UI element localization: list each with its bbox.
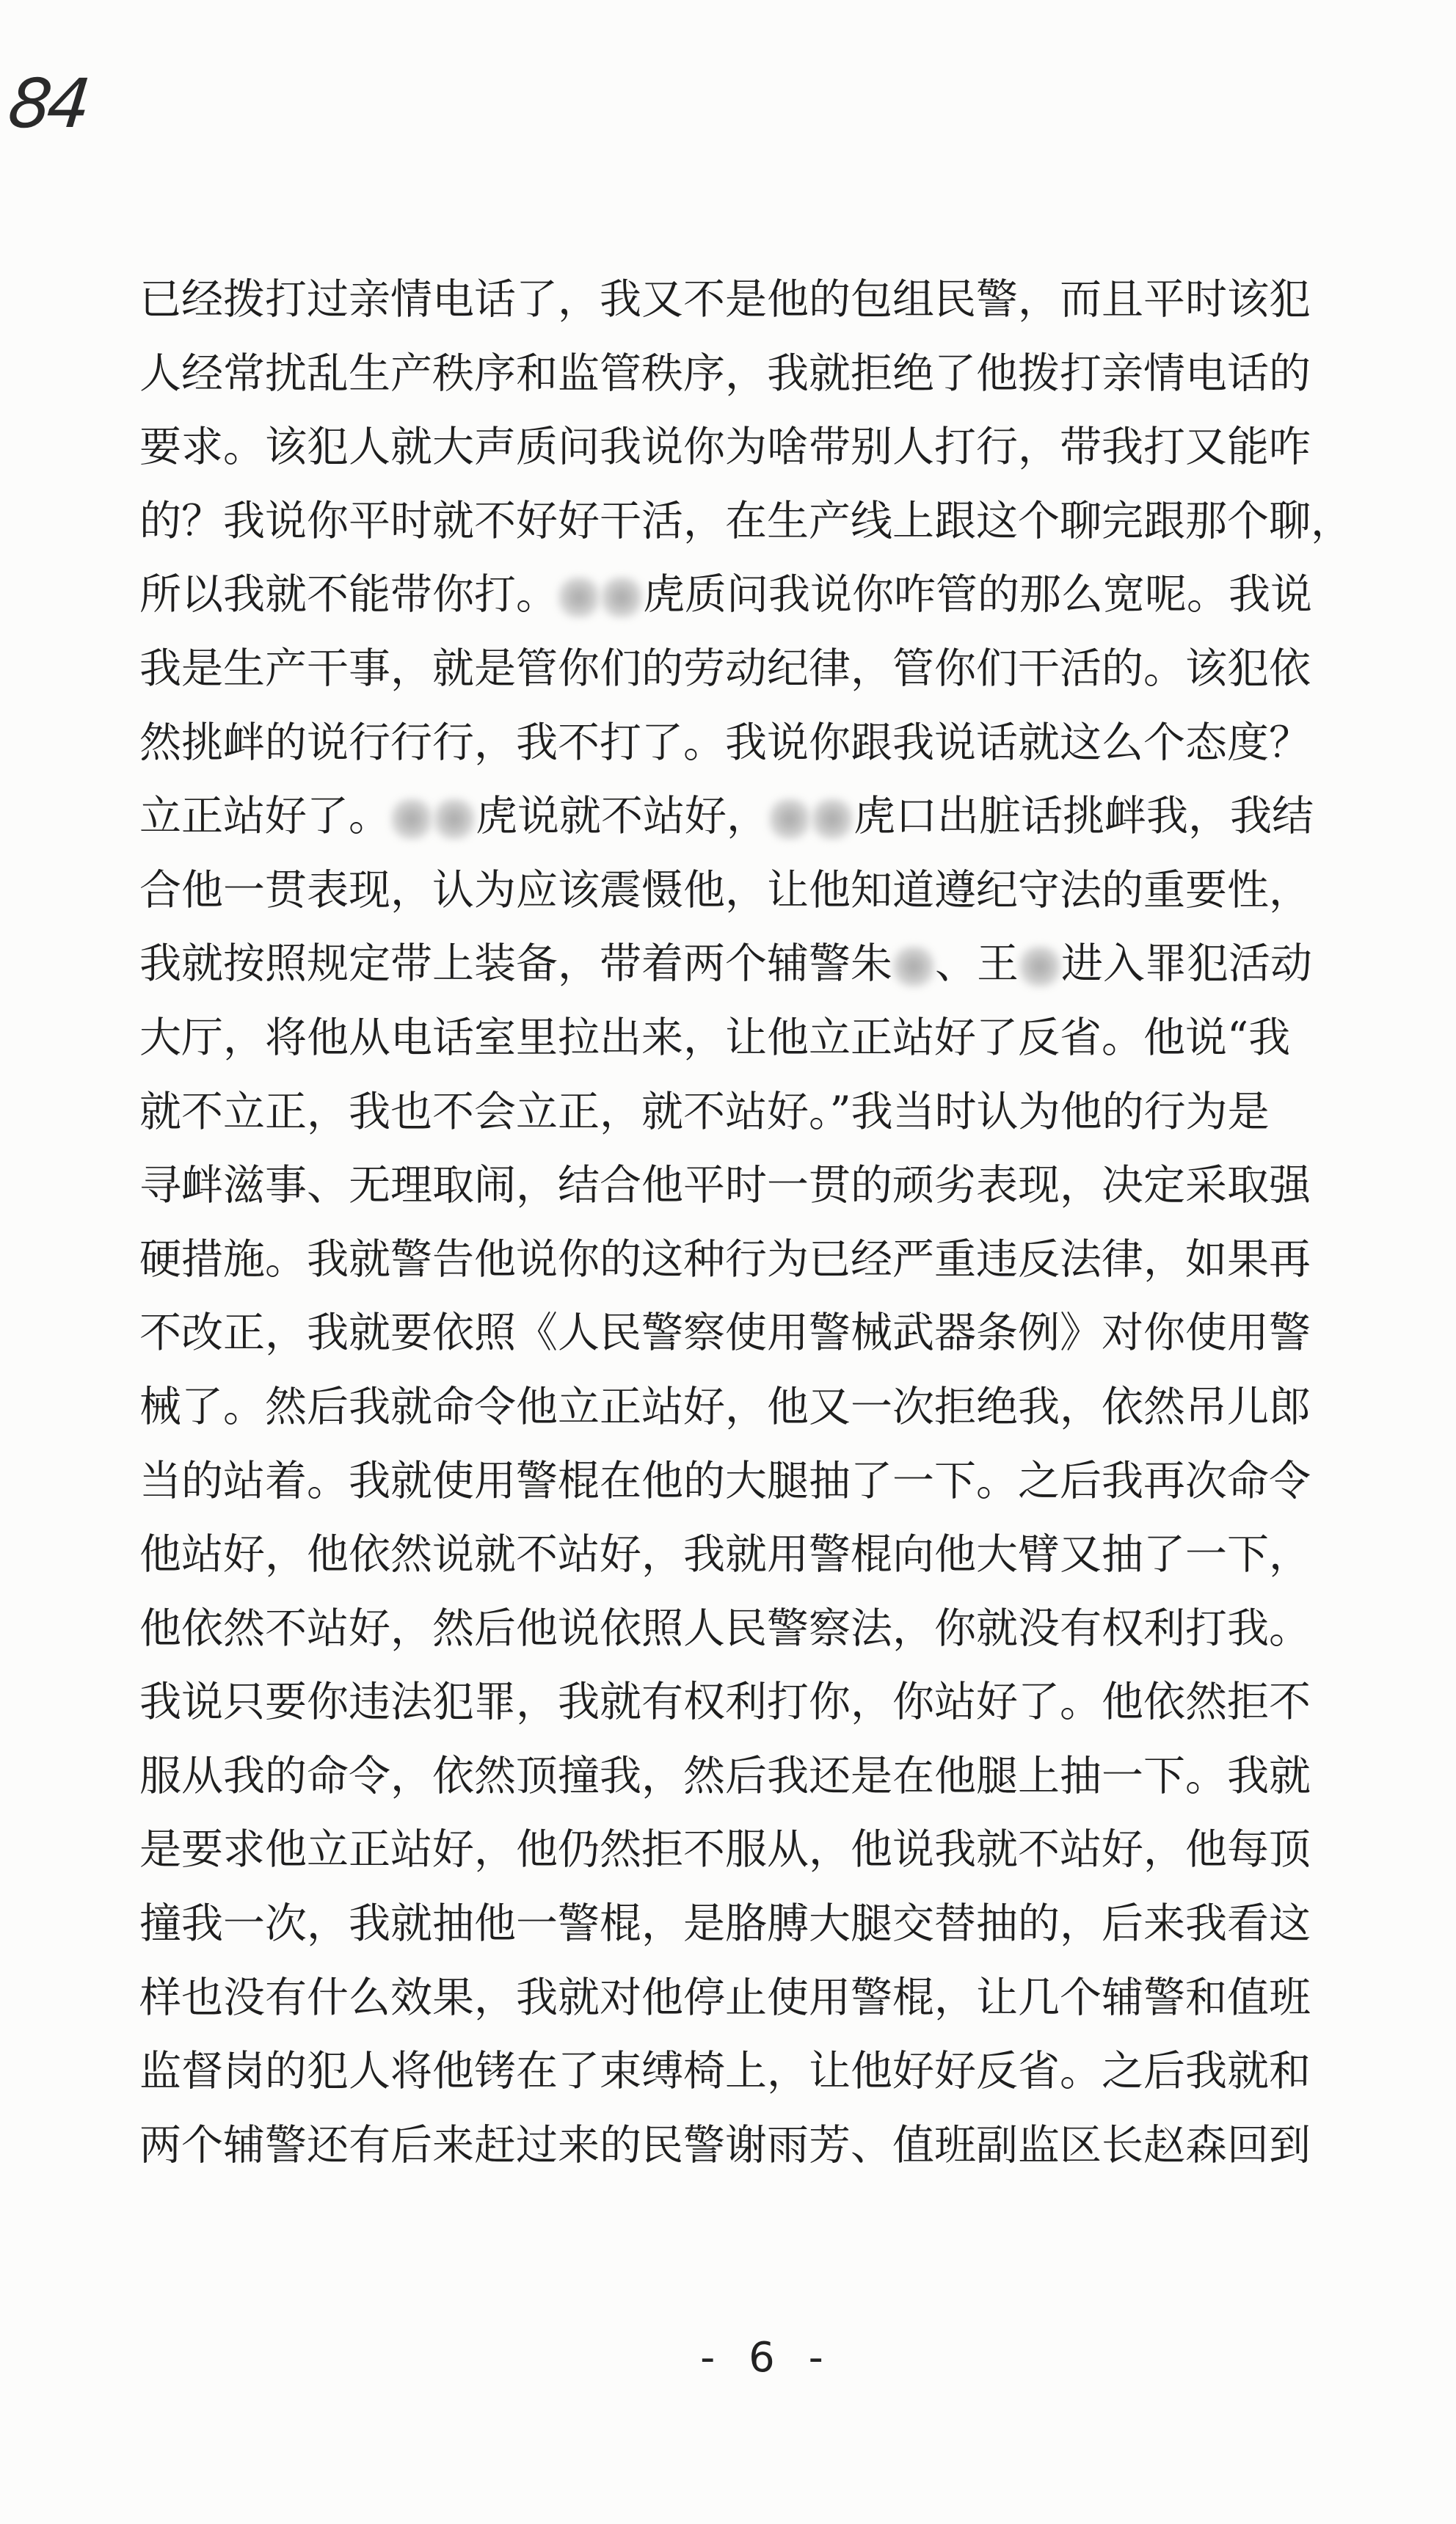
- text-line: [139, 1518, 1399, 1592]
- text-line: [139, 632, 1399, 706]
- text-line: [139, 1813, 1399, 1887]
- text-line: [139, 1223, 1399, 1297]
- text-segment: 人经常扰乱生产秩序和监管秩序，我就拒绝了他拨打亲情电话的: [139, 349, 1311, 398]
- text-line: [139, 1149, 1399, 1223]
- text-segment: 服从我的命令，依然顶撞我，然后我还是在他腿上抽一下。我就: [139, 1751, 1311, 1800]
- text-segment: 进入罪犯活动: [1061, 939, 1312, 989]
- text-line: [139, 1887, 1399, 1961]
- page-number: - 6 -: [700, 2334, 834, 2382]
- text-segment: 两个辅警还有后来赶过来的民警谢雨芳、值班副监区长赵森回到: [139, 2120, 1311, 2170]
- text-line: [139, 706, 1399, 780]
- text-segment: 当的站着。我就使用警棍在他的大腿抽了一下。之后我再次命令: [139, 1456, 1311, 1505]
- redacted-name-blur: [1019, 945, 1061, 988]
- text-line: [139, 484, 1399, 559]
- text-line: [139, 854, 1399, 928]
- text-segment: 要求。该犯人就大声质问我说你为啥带别人打行，带我打又能咋: [139, 423, 1311, 472]
- redacted-name-blur: [558, 576, 600, 619]
- text-segment: 虎口出脏话挑衅我，我结: [853, 792, 1314, 841]
- text-line: [139, 1296, 1399, 1370]
- text-line: [139, 2034, 1399, 2109]
- text-line: [139, 1739, 1399, 1814]
- text-segment: 、王: [935, 939, 1019, 989]
- text-segment: 合他一贯表现，认为应该震慑他，让他知道遵纪守法的重要性，: [139, 865, 1311, 914]
- text-segment: 不改正，我就要依照《人民警察使用警械武器条例》对你使用警: [139, 1309, 1311, 1358]
- text-segment: 监督岗的犯人将他铐在了束缚椅上，让他好好反省。之后我就和: [139, 2047, 1311, 2096]
- text-segment: 撞我一次，我就抽他一警棍，是胳膊大腿交替抽的，后来我看这: [139, 1899, 1311, 1949]
- text-segment: 的？我说你平时就不好好干活，在生产线上跟这个聊完跟那个聊，: [139, 496, 1353, 545]
- text-segment: 械了。然后我就命令他立正站好，他又一次拒绝我，依然吊儿郎: [139, 1382, 1311, 1431]
- text-segment: 是要求他立正站好，他仍然拒不服从，他说我就不站好，他每顶: [139, 1825, 1311, 1874]
- text-segment: 他站好，他依然说就不站好，我就用警棍向他大臂又抽了一下，: [139, 1530, 1311, 1579]
- text-line: [139, 1961, 1399, 2035]
- text-line: [139, 1592, 1399, 1666]
- text-segment: 然挑衅的说行行行，我不打了。我说你跟我说话就这么个态度？: [139, 718, 1311, 767]
- text-segment: 就不立正，我也不会立正，就不站好。”我当时认为他的行为是: [139, 1087, 1270, 1136]
- redacted-name-blur: [390, 798, 433, 840]
- text-segment: 寻衅滋事、无理取闹，结合他平时一贯的顽劣表现，决定采取强: [139, 1161, 1311, 1210]
- text-line: [139, 410, 1399, 484]
- text-line: [139, 927, 1399, 1001]
- text-line: [139, 1444, 1399, 1519]
- text-line: [139, 1370, 1399, 1444]
- text-segment: 虎说就不站好，: [476, 792, 768, 841]
- document-body: [139, 263, 1399, 2182]
- text-line: [139, 263, 1399, 337]
- text-line: [139, 1001, 1399, 1075]
- text-segment: 大厅，将他从电话室里拉出来，让他立正站好了反省。他说“我: [139, 1013, 1291, 1062]
- text-segment: 虎质问我说你咋管的那么宽呢。我说: [643, 570, 1312, 619]
- text-segment: 我就按照规定带上装备，带着两个辅警朱: [139, 939, 892, 989]
- redacted-name-blur: [811, 798, 853, 840]
- text-segment: 立正站好了。: [139, 792, 390, 841]
- text-segment: 他依然不站好，然后他说依照人民警察法，你就没有权利打我。: [139, 1604, 1311, 1653]
- text-line: [139, 2109, 1399, 2183]
- redacted-name-blur: [768, 798, 811, 840]
- text-segment: 所以我就不能带你打。: [139, 570, 558, 619]
- redacted-name-blur: [600, 576, 643, 619]
- text-segment: 我是生产干事，就是管你们的劳动纪律，管你们干活的。该犯依: [139, 644, 1311, 693]
- text-line: [139, 337, 1399, 411]
- text-segment: 我说只要你违法犯罪，我就有权利打你，你站好了。他依然拒不: [139, 1678, 1311, 1727]
- text-segment: 已经拨打过亲情电话了，我又不是他的包组民警，而且平时该犯: [139, 275, 1311, 324]
- text-segment: 硬措施。我就警告他说你的这种行为已经严重违反法律，如果再: [139, 1234, 1311, 1284]
- text-line: [139, 1665, 1399, 1739]
- redacted-name-blur: [892, 945, 935, 988]
- text-segment: 样也没有什么效果，我就对他停止使用警棍，让几个辅警和值班: [139, 1973, 1311, 2022]
- handwritten-folio-number: 84: [4, 65, 90, 143]
- redacted-name-blur: [433, 798, 476, 840]
- text-line: [139, 1075, 1399, 1149]
- text-line: [139, 779, 1399, 854]
- text-line: [139, 558, 1399, 632]
